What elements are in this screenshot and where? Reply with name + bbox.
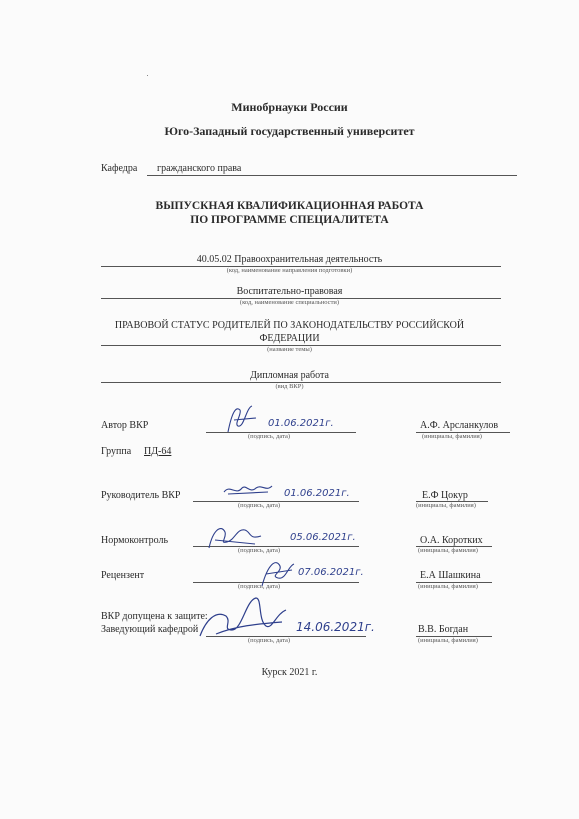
topic-caption: (название темы) <box>267 346 312 353</box>
normcontrol-name-caption: (инициалы, фамилия) <box>418 547 478 554</box>
reviewer-sign-caption: (подпись, дата) <box>238 583 281 590</box>
author-sign-date: 01.06.2021г. <box>268 418 334 429</box>
supervisor-signature <box>222 480 274 505</box>
scan-speck <box>147 75 148 76</box>
supervisor-name: Е.Ф Цокур <box>422 490 468 501</box>
work-title-line1: ВЫПУСКНАЯ КВАЛИФИКАЦИОННАЯ РАБОТА <box>155 200 424 212</box>
group-value: ПД-64 <box>144 446 172 457</box>
ministry-title: Минобрнауки России <box>231 100 348 114</box>
specialization-value: Воспитательно-правовая <box>236 286 343 297</box>
admission-sign-caption: (подпись, дата) <box>248 637 291 644</box>
department-value: гражданского права <box>157 163 242 174</box>
work-type-caption: (вид ВКР) <box>275 383 304 390</box>
supervisor-name-caption: (инициалы, фамилия) <box>416 502 476 509</box>
topic-line2: ФЕДЕРАЦИИ <box>259 333 320 344</box>
admission-label: ВКР допущена к защите: <box>101 611 208 622</box>
group-label: Группа <box>101 446 132 457</box>
author-name: А.Ф. Арсланкулов <box>420 420 499 431</box>
author-sign-caption: (подпись, дата) <box>248 433 291 440</box>
head-of-department-label: Заведующий кафедрой <box>101 624 199 635</box>
topic-line1: ПРАВОВОЙ СТАТУС РОДИТЕЛЕЙ ПО ЗАКОНОДАТЕЛЬСТВУ РОССИЙСКОЙ <box>114 320 465 331</box>
supervisor-label: Руководитель ВКР <box>101 490 181 501</box>
admission-name-caption: (инициалы, фамилия) <box>418 637 478 644</box>
author-signature <box>222 402 262 441</box>
reviewer-name-caption: (инициалы, фамилия) <box>418 583 478 590</box>
direction-caption: (код, наименование направления подготовки) <box>226 267 353 274</box>
normcontrol-name: О.А. Коротких <box>420 535 483 546</box>
supervisor-sign-caption: (подпись, дата) <box>238 502 281 509</box>
normcontrol-sign-caption: (подпись, дата) <box>238 547 281 554</box>
department-label: Кафедра <box>101 163 138 174</box>
reviewer-sign-date: 07.06.2021г. <box>298 567 364 578</box>
specialization-caption: (код, наименование специальности) <box>239 299 340 306</box>
admission-signature <box>196 590 296 651</box>
admission-name: В.В. Богдан <box>418 624 469 635</box>
reviewer-label: Рецензент <box>101 570 145 581</box>
normcontrol-sign-date: 05.06.2021г. <box>290 532 356 543</box>
university-title: Юго-Западный государственный университет <box>164 124 415 138</box>
normcontrol-signature <box>205 520 265 559</box>
work-type-value: Дипломная работа <box>250 370 329 381</box>
work-title-line2: ПО ПРОГРАММЕ СПЕЦИАЛИТЕТА <box>190 214 389 226</box>
supervisor-sign-date: 01.06.2021г. <box>284 488 350 499</box>
city-year: Курск 2021 г. <box>261 667 318 678</box>
admission-sign-date: 14.06.2021г. <box>296 620 375 634</box>
normcontrol-label: Нормоконтроль <box>101 535 169 546</box>
department-underline <box>147 175 517 176</box>
author-name-caption: (инициалы, фамилия) <box>422 433 482 440</box>
reviewer-name: Е.А Шашкина <box>420 570 481 581</box>
author-label: Автор ВКР <box>101 420 149 431</box>
direction-value: 40.05.02 Правоохранительная деятельность <box>196 254 383 265</box>
